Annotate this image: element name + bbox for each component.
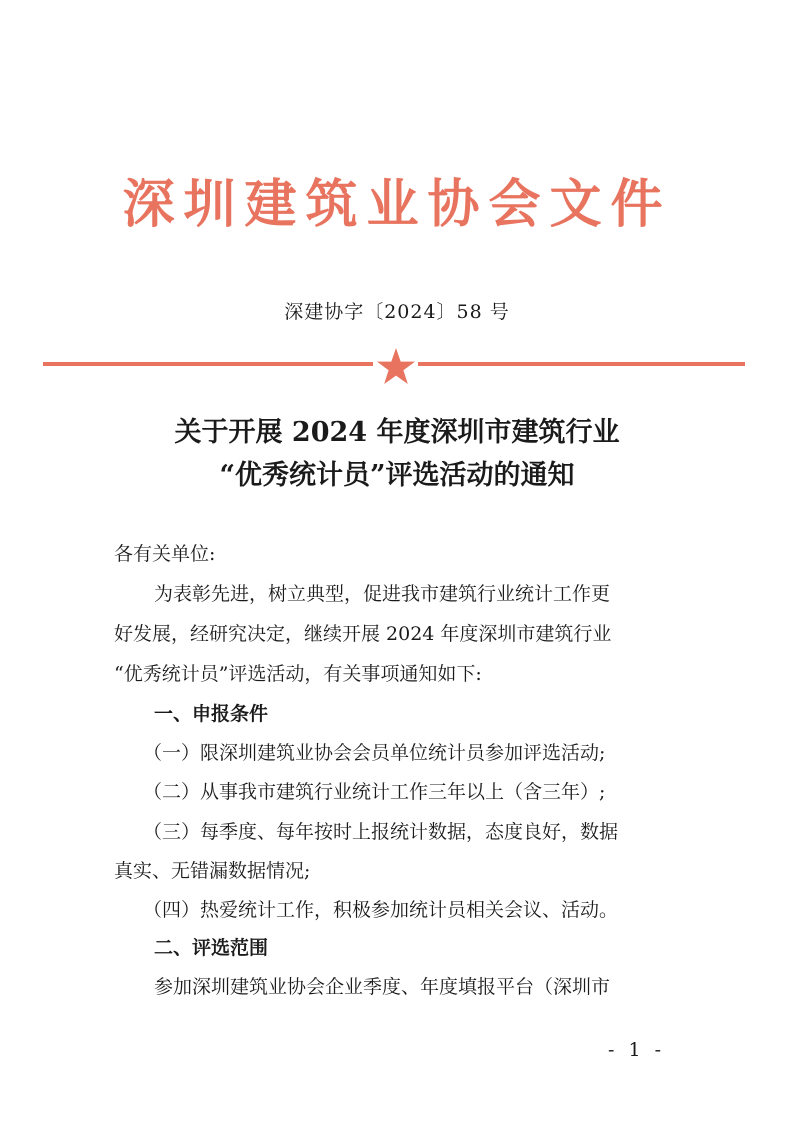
divider-line-left <box>43 362 373 366</box>
section-1-item-4: （四）热爱统计工作，积极参加统计员相关会议、活动。 <box>143 899 619 921</box>
star-icon <box>376 346 416 386</box>
notice-title-line-1: 关于开展 2024 年度深圳市建筑行业 <box>174 417 620 448</box>
document-header-title: 深圳建筑业协会文件 <box>122 174 672 235</box>
section-1-item-1: （一）限深圳建筑业协会会员单位统计员参加评选活动; <box>143 742 606 764</box>
section-1-heading: 一、申报条件 <box>154 703 269 725</box>
intro-line-2: 好发展，经研究决定，继续开展 2024 年度深圳市建筑行业 <box>114 623 612 645</box>
document-number: 深建协字〔2024〕58 号 <box>284 301 510 323</box>
notice-title-line-2: “优秀统计员”评选活动的通知 <box>219 460 575 491</box>
page-number: - 1 - <box>608 1039 666 1061</box>
section-1-item-2: （二）从事我市建筑行业统计工作三年以上（含三年）; <box>143 781 606 803</box>
section-1-item-3-line-2: 真实、无错漏数据情况; <box>114 860 311 882</box>
section-2-heading: 二、评选范围 <box>154 937 269 959</box>
divider-line-right <box>418 362 745 366</box>
section-1-item-3-line-1: （三）每季度、每年按时上报统计数据，态度良好，数据 <box>143 821 619 843</box>
intro-line-1: 为表彰先进，树立典型，促进我市建筑行业统计工作更 <box>154 583 611 605</box>
section-2-line-1: 参加深圳建筑业协会企业季度、年度填报平台（深圳市 <box>154 976 611 998</box>
intro-line-3: “优秀统计员”评选活动，有关事项通知如下: <box>114 663 482 685</box>
salutation: 各有关单位: <box>114 543 216 565</box>
